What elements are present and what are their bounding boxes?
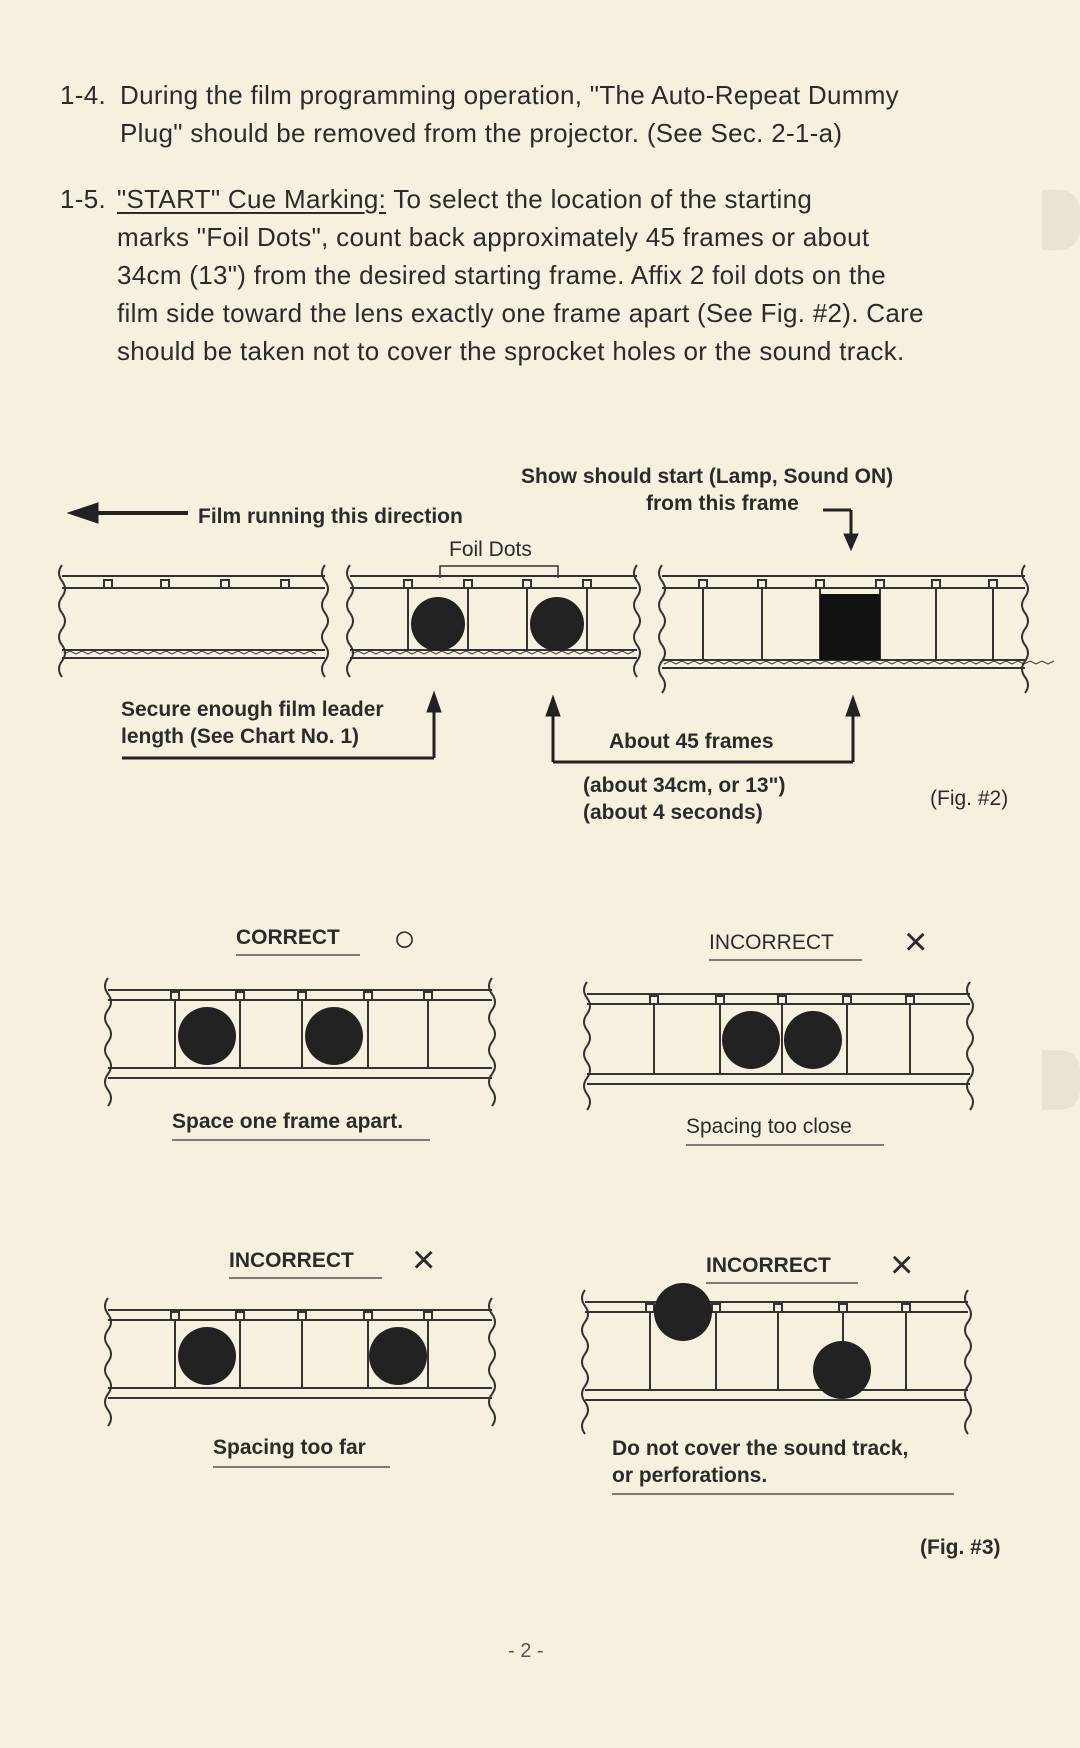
x-mark-icon: × bbox=[904, 920, 928, 964]
distance-label: (about 34cm, or 13") bbox=[583, 774, 786, 797]
foil-dots-label: Foil Dots bbox=[449, 538, 532, 561]
frames-label: About 45 frames bbox=[609, 730, 774, 753]
foil-dot bbox=[178, 1007, 236, 1065]
show-start-label-2: from this frame bbox=[646, 492, 799, 515]
foil-dot bbox=[784, 1011, 842, 1069]
film-panel-correct bbox=[105, 978, 495, 1106]
foil-dot bbox=[722, 1011, 780, 1069]
paragraph-line: should be taken not to cover the sprocket holes or the sound track. bbox=[117, 336, 905, 366]
paragraph-line: 34cm (13") from the desired starting frame. Affix 2 foil dots on the bbox=[117, 260, 887, 290]
leader-label: Secure enough film leader bbox=[121, 698, 384, 721]
paragraph-line: Plug" should be removed from the projector. (See Sec. 2-1-a) bbox=[120, 118, 843, 148]
circle-mark-icon: ○ bbox=[393, 918, 416, 960]
foil-dot bbox=[305, 1007, 363, 1065]
figure-2-caption: (Fig. #2) bbox=[930, 787, 1009, 810]
foil-dot bbox=[654, 1283, 712, 1341]
time-label: (about 4 seconds) bbox=[583, 801, 763, 824]
status-label-incorrect: INCORRECT bbox=[229, 1249, 354, 1272]
leader-label-2: length (See Chart No. 1) bbox=[121, 725, 360, 748]
show-start-label: Show should start (Lamp, Sound ON) bbox=[521, 465, 894, 488]
section-heading: "START" Cue Marking: bbox=[117, 184, 387, 214]
direction-label: Film running this direction bbox=[198, 505, 463, 528]
foil-dot bbox=[813, 1341, 871, 1399]
status-label-incorrect: INCORRECT bbox=[706, 1254, 831, 1277]
film-panel-too-far bbox=[105, 1298, 495, 1426]
paragraph-line: marks "Foil Dots", count back approximately 45 frames or about bbox=[117, 222, 870, 252]
paragraph-number: 1-4. bbox=[60, 80, 107, 110]
figure-3-caption: (Fig. #3) bbox=[920, 1536, 1001, 1559]
paragraph-line: To select the location of the starting bbox=[393, 184, 813, 214]
paragraph-line: film side toward the lens exactly one frame apart (See Fig. #2). Care bbox=[117, 298, 924, 328]
status-label-correct: CORRECT bbox=[236, 926, 340, 949]
foil-dot bbox=[178, 1327, 236, 1385]
status-label-incorrect: INCORRECT bbox=[709, 931, 834, 954]
x-mark-icon: × bbox=[890, 1243, 914, 1287]
paragraph-number: 1-5. bbox=[60, 184, 107, 214]
x-mark-icon: × bbox=[412, 1238, 436, 1282]
caption-correct: Space one frame apart. bbox=[172, 1110, 404, 1133]
film-panel-covers-track bbox=[582, 1290, 971, 1434]
caption-too-far: Spacing too far bbox=[213, 1436, 366, 1459]
caption-covers-track: Do not cover the sound track, bbox=[612, 1437, 909, 1460]
page-number: - 2 - bbox=[508, 1640, 544, 1662]
paragraph-line: During the film programming operation, "The Auto-Repeat Dummy bbox=[120, 80, 899, 110]
caption-covers-track-2: or perforations. bbox=[612, 1464, 768, 1487]
foil-dot bbox=[369, 1327, 427, 1385]
caption-too-close: Spacing too close bbox=[686, 1115, 852, 1138]
